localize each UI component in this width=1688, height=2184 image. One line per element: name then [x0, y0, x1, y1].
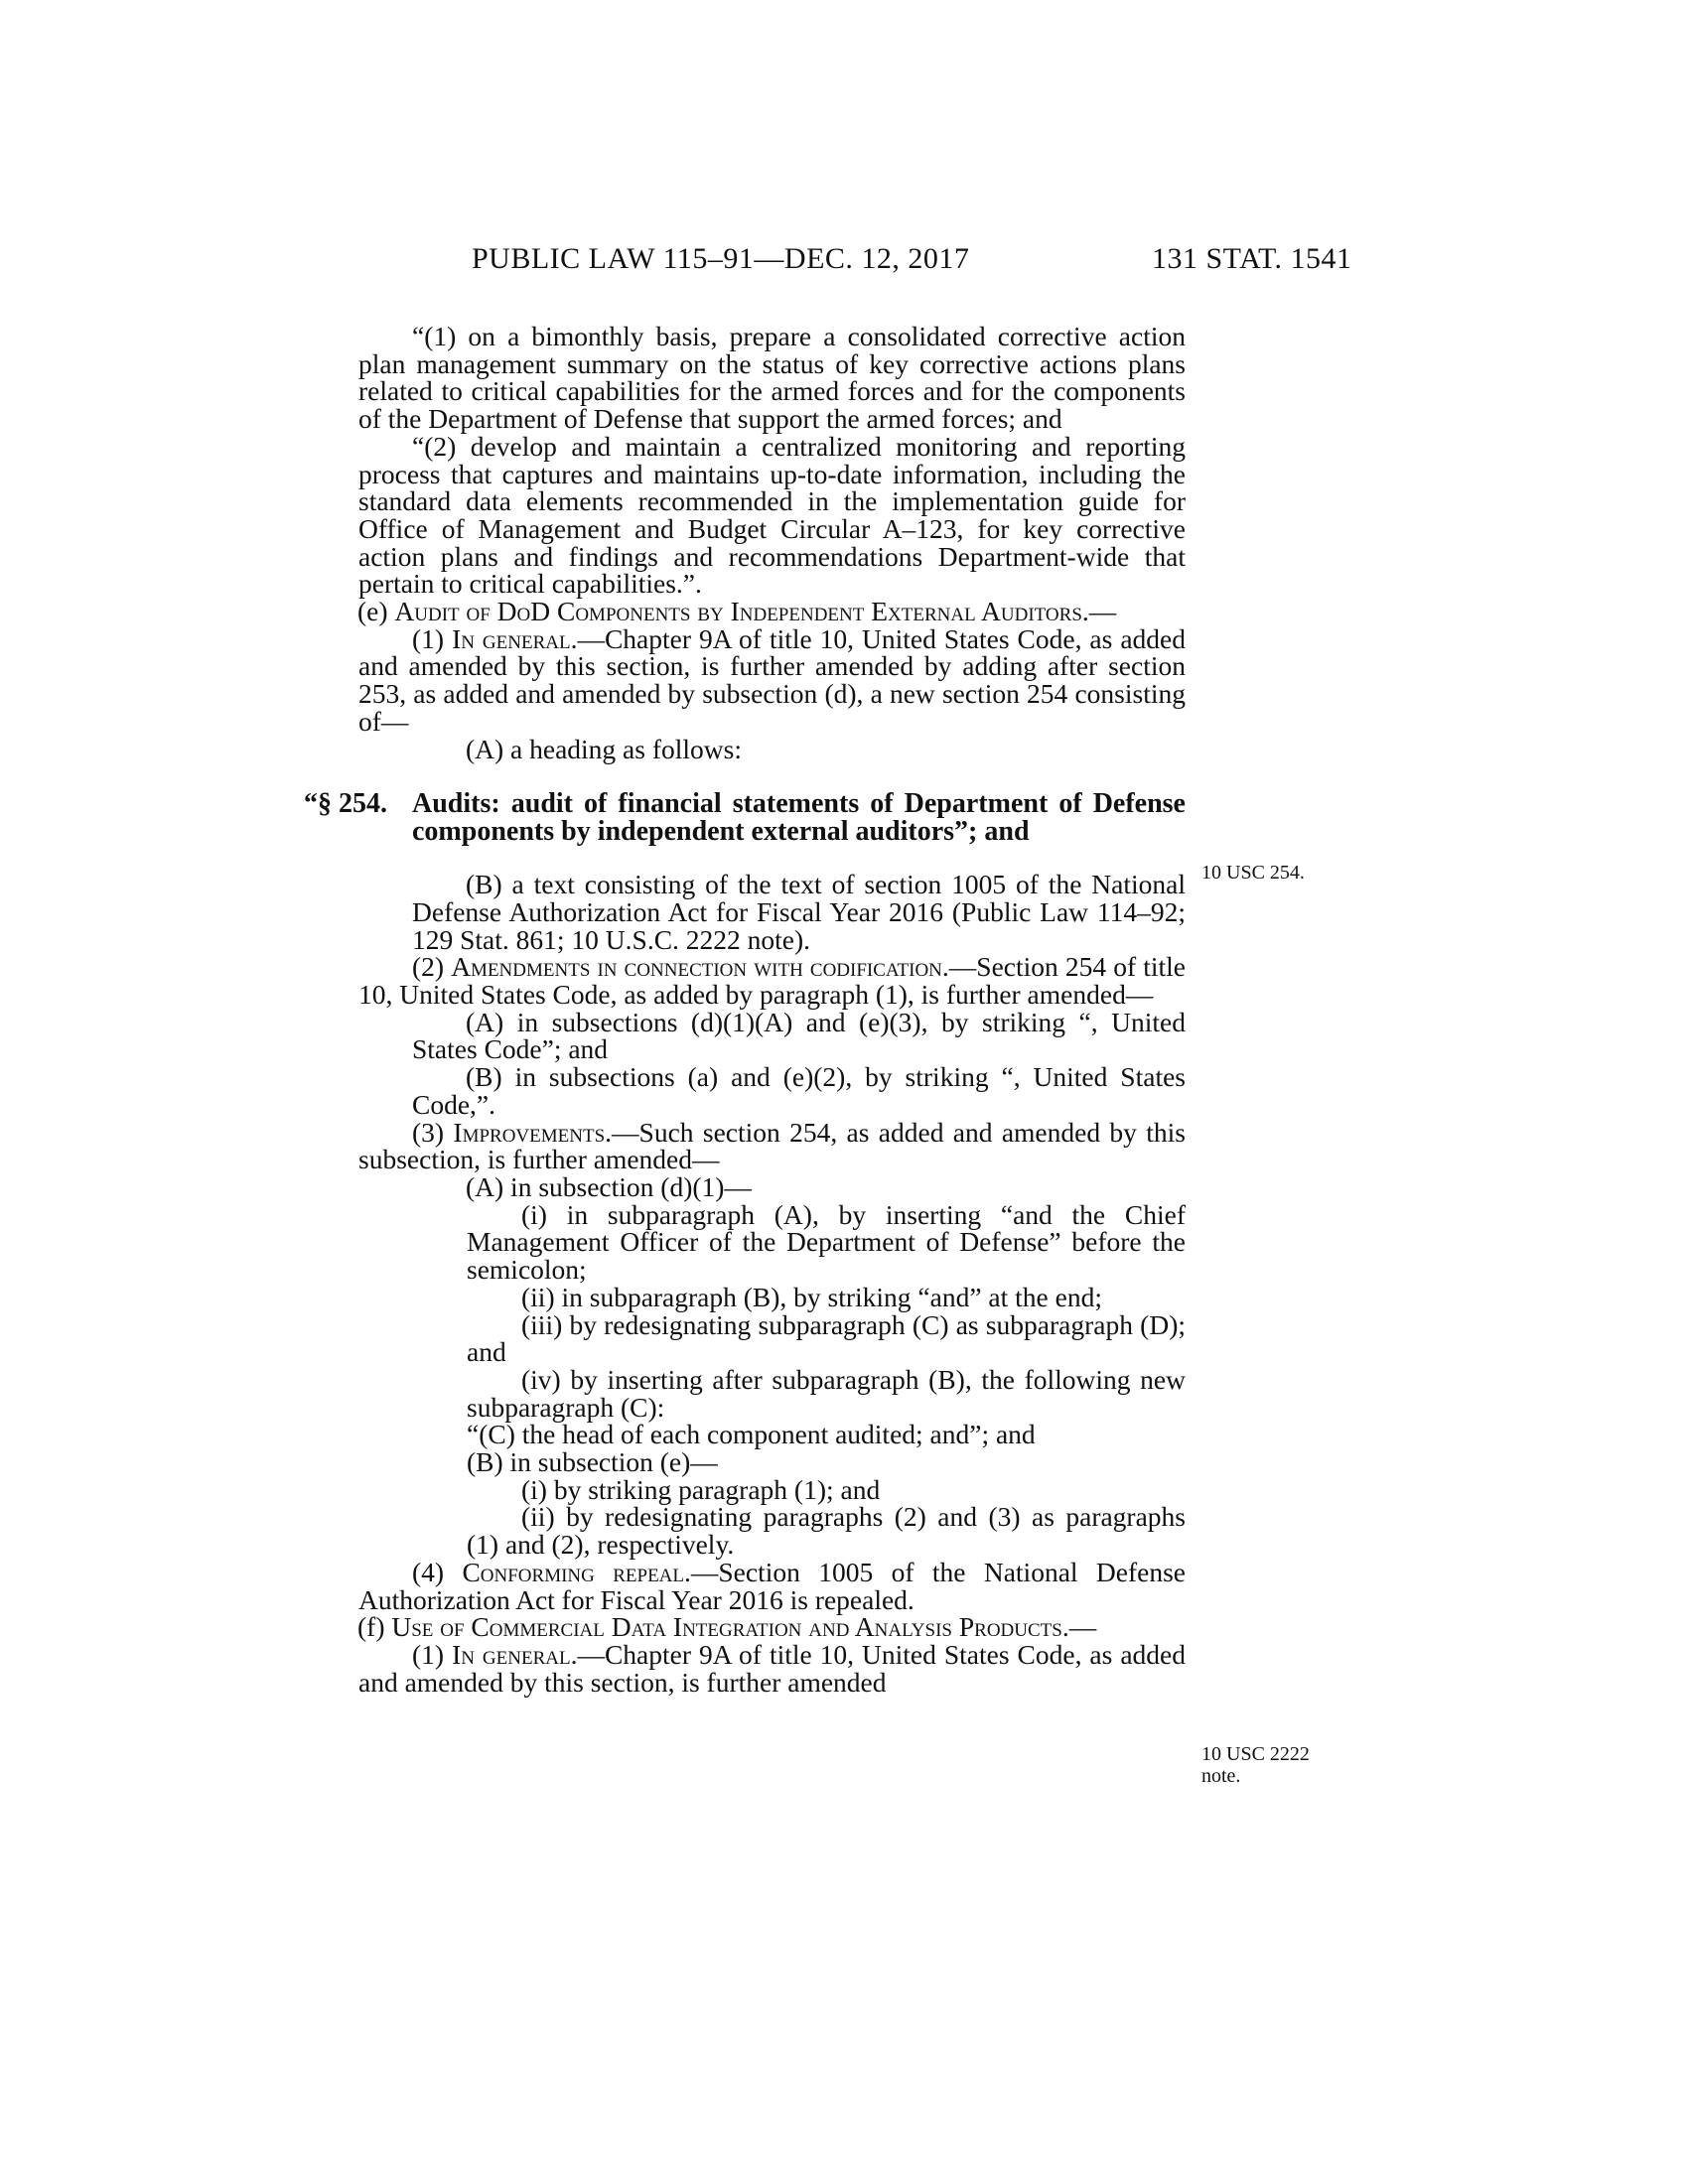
paragraph-text: —Section 1005 of the National Defense Authorization Act for Fiscal Year 2016 is repealed. — [358, 1556, 1186, 1615]
clause-e3Aii: (ii) in subparagraph (B), by striking “and” at the end; — [521, 1281, 1102, 1312]
paragraph-heading: Amendments in connection with codification. — [451, 951, 949, 983]
paragraph-text: —Chapter 9A of title 10, United States Code, as added and amended by this section, is further amended by adding after section 253, as added and amended by subsection (d), a new section 254 consisting of— — [358, 622, 1186, 737]
section-heading — [304, 790, 1186, 845]
clause-e3Bii: (ii) by redesignating paragraphs (2) and (3) as paragraphs (1) and (2), respectively. — [467, 1501, 1186, 1561]
paragraph-e3 — [304, 1116, 1186, 1175]
subsection-e — [304, 598, 1186, 625]
margin-note-usc-254: 10 USC 254. — [1201, 862, 1305, 884]
clause-e3Bi: (i) by striking paragraph (1); and — [521, 1473, 881, 1505]
paragraph-1: “(1) on a bimonthly basis, prepare a consolidated corrective action plan management summary on the status of key corrective actions plans related to critical capabilities for the armed forces and for the components of the Department of Defense that support the armed forces; and — [358, 321, 1186, 435]
paragraph-heading: Improvements. — [453, 1116, 613, 1148]
paragraph-label: (2) — [412, 951, 445, 983]
page-number-header: 131 STAT. 1541 — [1152, 242, 1352, 275]
subparagraph-e1A: (A) a heading as follows: — [466, 733, 742, 764]
paragraph-label: (1) — [412, 1638, 445, 1670]
subsection-heading: Use of Commercial Data Integration and Analysis Products. — [391, 1611, 1069, 1643]
margin-note-line: note. — [1201, 1765, 1241, 1787]
margin-note-line: 10 USC 2222 — [1201, 1743, 1310, 1765]
paragraph-text: —Chapter 9A of title 10, United States Code, as added and amended by this section, is further amended — [358, 1638, 1186, 1698]
subsection-label: (f) — [357, 1611, 385, 1643]
section-symbol: “§ 254. — [304, 788, 387, 820]
clause-e3Ai: (i) in subparagraph (A), by inserting “and the Chief Management Officer of the Department of Defense” before the semicolon; — [467, 1198, 1186, 1286]
document-body — [304, 323, 1186, 1696]
paragraph-f1 — [304, 1638, 1186, 1698]
subsection-label: (e) — [357, 596, 388, 627]
paragraph-label: (3) — [412, 1116, 445, 1148]
paragraph-heading: In general. — [452, 622, 578, 654]
section-heading-text: Audits: audit of financial statements of Department of Defense components by independent external auditors”; and — [412, 788, 1186, 847]
running-header-left: PUBLIC LAW 115–91—DEC. 12, 2017 — [472, 242, 970, 275]
subparagraph-e1B: (B) a text consisting of the text of section 1005 of the National Defense Authorization Act for Fiscal Year 2016 (Public Law 114–92; 129 Stat. 861; 10 U.S.C. 2222 note). — [412, 869, 1186, 955]
subparagraph-e3A: (A) in subsection (d)(1)— — [466, 1170, 752, 1202]
paragraph-text: —Such section 254, as added and amended by this subsection, is further amended— — [358, 1116, 1186, 1175]
paragraph-text: —Section 254 of title 10, United States Code, as added by paragraph (1), is further amended— — [358, 951, 1187, 1011]
heading-dash: — — [1088, 596, 1117, 627]
clause-e3Aiv: (iv) by inserting after subparagraph (B), the following new subparagraph (C): — [467, 1363, 1186, 1423]
subparagraph-e2B: (B) in subsections (a) and (e)(2), by striking “, United States Code,”. — [412, 1061, 1186, 1120]
paragraph-label: (1) — [412, 622, 445, 654]
subparagraph-e3B: (B) in subsection (e)— — [467, 1446, 718, 1478]
paragraph-heading: In general. — [452, 1638, 578, 1670]
margin-note-usc-2222 — [1201, 1743, 1310, 1787]
paragraph-2: “(2) develop and maintain a centralized monitoring and reporting process that captures and maintains up-to-date information, including the standard data elements recommended in the implementation guide for Office of Management and Budget Circular A–123, for key corrective action plans and findings and recommendations Department-wide that pertain to critical capabilities.”. — [358, 430, 1186, 600]
subparagraph-e2A: (A) in subsections (d)(1)(A) and (e)(3), by striking “, United States Code”; and — [412, 1006, 1186, 1065]
paragraph-heading: Conforming repeal. — [462, 1556, 691, 1587]
subsection-heading: Audit of DoD Components by Independent External Auditors. — [394, 596, 1089, 627]
paragraph-e4 — [304, 1556, 1186, 1615]
quoted-subparagraph: “(C) the head of each component audited; and”; and — [467, 1419, 1036, 1450]
subsection-f — [304, 1613, 1186, 1641]
clause-e3Aiii: (iii) by redesignating subparagraph (C) as subparagraph (D); and — [467, 1308, 1186, 1368]
paragraph-label: (4) — [412, 1556, 445, 1587]
heading-dash: — — [1068, 1611, 1097, 1643]
paragraph-e2 — [304, 951, 1187, 1011]
paragraph-e1 — [304, 622, 1186, 737]
